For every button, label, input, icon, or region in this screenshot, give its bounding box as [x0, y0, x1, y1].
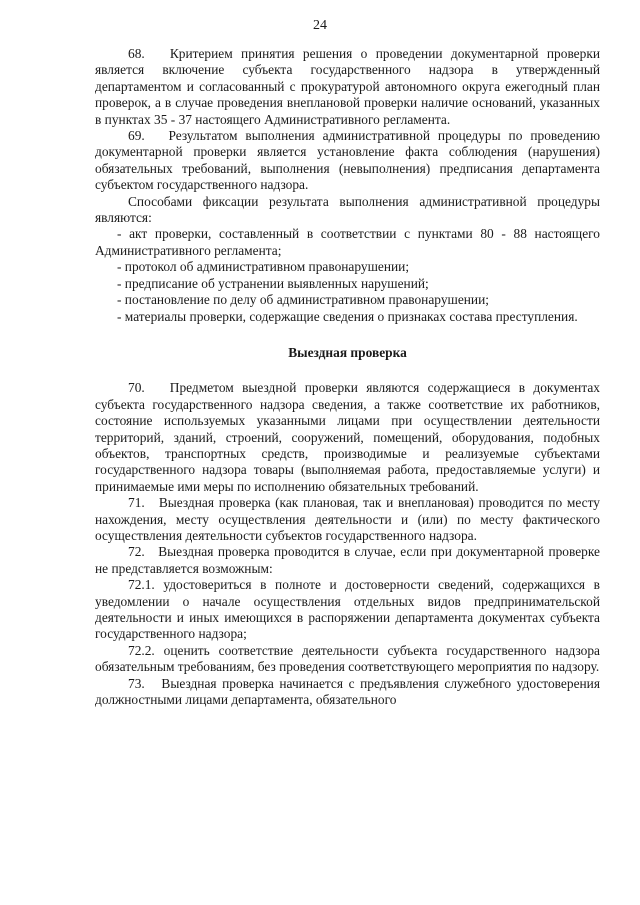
list-item: - материалы проверки, содержащие сведения о признаках состава преступления. [117, 308, 578, 324]
page-number: 24 [313, 18, 327, 33]
fixation-methods-list [95, 226, 600, 324]
document-body [95, 46, 600, 708]
list-item: - предписание об устранении выявленных нарушений; [117, 275, 429, 291]
paragraph-72: 72. Выездная проверка проводится в случае, если при документарной проверке не представляется возможным: [95, 544, 600, 576]
paragraph-73: 73. Выездная проверка начинается с предъявления служебного удостоверения должностными лицами департамента, обязательного [95, 675, 600, 708]
list-item: - акт проверки, составленный в соответствии с пунктами 80 - 88 настоящего Административного регламента; [95, 226, 600, 258]
paragraph-70: 70. Предметом выездной проверки являются содержащиеся в документах субъекта государственного надзора сведения, а также соответствие их работников, состояние используемых указанными лицами при осуществлении деятельности территорий, зданий, строений, сооружений, помещений, оборудования, подобных объектов, транспортных средств, производимые и реализуемые субъектами государственного надзора товары (выполняемая работа, предоставляемые услуги) и принимаемые ими меры по исполнению обязательных требований. [95, 380, 600, 494]
paragraph-fixation-methods: Способами фиксации результата выполнения административной процедуры являются: [95, 193, 600, 226]
section-heading: Выездная проверка [288, 344, 407, 360]
paragraph-69: 69. Результатом выполнения административной процедуры по проведению документарной проверки является установление факта соблюдения (нарушения) обязательных требований, выполнения (невыполнения) предписания департамента субъектом государственного надзора. [95, 128, 600, 193]
paragraph-71: 71. Выездная проверка (как плановая, так и внеплановая) проводится по месту нахождения, месту осуществления деятельности и (или) по месту фактического осуществления деятельности субъектов государственного надзора. [95, 495, 600, 543]
list-item: - протокол об административном правонарушении; [117, 259, 410, 275]
paragraph-72-2: 72.2. оценить соответствие деятельности субъекта государственного надзора обязательным требованиям, без проведения соответствующего мероприятия по надзору. [95, 642, 600, 675]
paragraph-72-1: 72.1. удостовериться в полноте и достоверности сведений, содержащихся в уведомлении о начале осуществления отдельных видов предпринимательской деятельности и иных имеющихся в распоряжении департамента документах субъекта государственного надзора; [95, 577, 600, 642]
paragraph-68: 68. Критерием принятия решения о проведении документарной проверки является включение субъекта государственного надзора в утвержденный департаментом и согласованный с прокуратурой автономного округа ежегодный план проверок, а в случае проведения внеплановой проверки наличие оснований, указанных в пунктах 35 - 37 настоящего Административного регламента. [95, 46, 600, 127]
list-item: - постановление по делу об административном правонарушении; [117, 292, 489, 308]
